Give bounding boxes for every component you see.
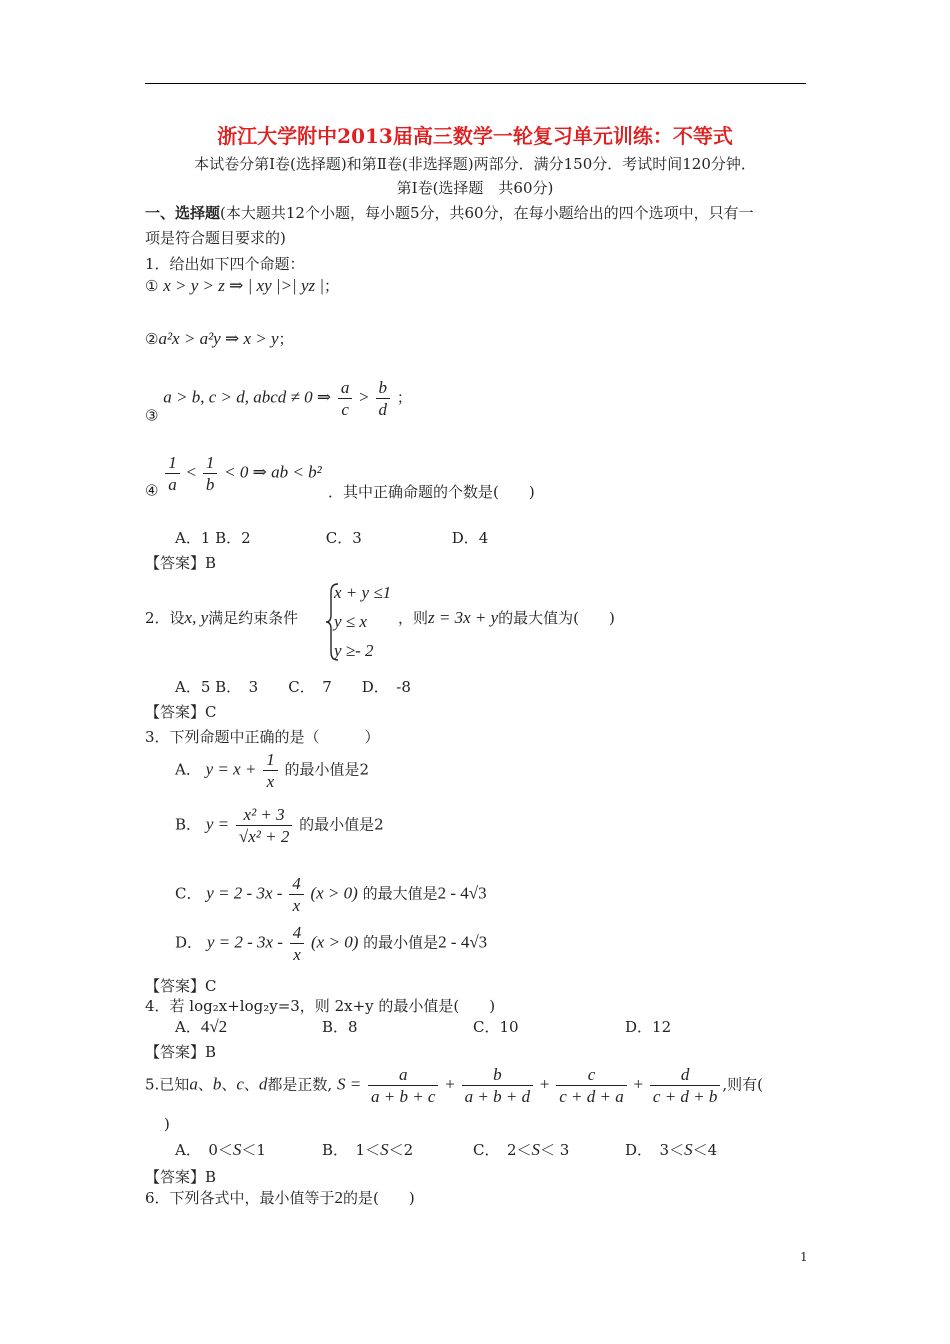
q4-stem: 4．若 log₂x+log₂y=3，则 2x+y 的最小值是( ) <box>145 997 496 1015</box>
header-rule <box>145 83 806 84</box>
q5-option-d: D． 3＜S＜4 <box>625 1140 718 1159</box>
q2-stem: 2．设x, y满足约束条件 <box>145 608 299 627</box>
section-label: 一、选择题 <box>145 204 221 222</box>
q5-close: ) <box>164 1115 170 1133</box>
q2-objective: ，则z = 3x + y的最大值为( ) <box>398 608 615 627</box>
q1-prop-3: ③ a > b, c > d, abcd ≠ 0 ⇒ $\frac{a}{c}$ > $\frac{b}{d}$ ； <box>145 378 412 425</box>
q2-options: A．5 B． 3 C． 7 D． -8 <box>175 678 411 696</box>
q1-stem: 1．给出如下四个命题： <box>145 255 305 273</box>
q4-option-a: A．4√2 <box>175 1017 228 1036</box>
q1-prop-1: ① x > y > z ⇒ | xy |>| yz |； <box>145 276 340 295</box>
q2-constraint-1: x + y ≤1 <box>334 583 392 602</box>
page-title: 浙江大学附中2013届高三数学一轮复习单元训练：不等式 <box>217 124 733 148</box>
q1-options: A．1 B．2 C．3 D．4 <box>175 529 489 547</box>
q2-answer: 【答案】C <box>145 703 217 721</box>
q4-option-c: C．10 <box>473 1018 519 1036</box>
part-heading: 第Ⅰ卷(选择题 共60分) <box>396 179 554 197</box>
q3-option-d: D． y = 2 - 3x - $\frac{4}{x}$ (x > 0) 的最小值是2 - 4√3 <box>175 923 488 964</box>
q3-answer: 【答案】C <box>145 977 217 995</box>
exam-intro: 本试卷分第Ⅰ卷(选择题)和第Ⅱ卷(非选择题)两部分．满分150分．考试时间120分钟． <box>194 155 756 173</box>
q1-prop-4: ④ $\frac{1}{a}$ < $\frac{1}{b}$ < 0 ⇒ ab < b² <box>145 453 322 500</box>
q5-stem: 5.已知a、b、c、d都是正数, S = $\frac{a}{a + b + c}$ + $\frac{b}{a + b + d}$ + $\frac{c}{c + d + a}$ + $\frac{d}{c + d + b}$ ,则有( <box>145 1065 764 1106</box>
q3-option-c: C． y = 2 - 3x - $\frac{4}{x}$ (x > 0) 的最大值是2 - 4√3 <box>175 874 487 915</box>
q3-stem: 3．下列命题中正确的是（ ） <box>145 728 380 746</box>
section-line-1 <box>145 202 754 223</box>
q3-option-a: A． y = x + $\frac{1}{x}$ 的最小值是2 <box>175 750 370 791</box>
q1-prop-2: ②a²x > a²y ⇒ x > y； <box>145 329 294 348</box>
q5-answer: 【答案】B <box>145 1168 217 1186</box>
q5-option-a: A． 0＜S＜1 <box>175 1140 266 1159</box>
q4-answer: 【答案】B <box>145 1043 217 1061</box>
q4-option-d: D．12 <box>625 1018 672 1036</box>
q5-option-b: B． 1＜S＜2 <box>322 1140 414 1159</box>
q2-constraint-3: y ≥- 2 <box>334 641 374 660</box>
q5-option-c: C． 2＜S＜ 3 <box>473 1140 570 1159</box>
section-desc: (本大题共12个小题，每小题5分，共60分，在每小题给出的四个选项中，只有一 <box>220 204 754 222</box>
q1-answer: 【答案】B <box>145 554 217 572</box>
q4-option-b: B．8 <box>322 1018 358 1036</box>
q3-option-b: B． y = $\frac{\text{x² + 3}}{\text{√x² + 2}}$ 的最小值是2 <box>175 805 384 846</box>
page-number: 1 <box>800 1250 808 1264</box>
q6-stem: 6．下列各式中，最小值等于2的是( ) <box>145 1188 415 1207</box>
q1-prop-4-tail: ．其中正确命题的个数是( ) <box>328 483 535 501</box>
q2-constraint-2: y ≤ x <box>334 612 367 631</box>
section-line-2: 项是符合题目要求的) <box>145 229 286 247</box>
